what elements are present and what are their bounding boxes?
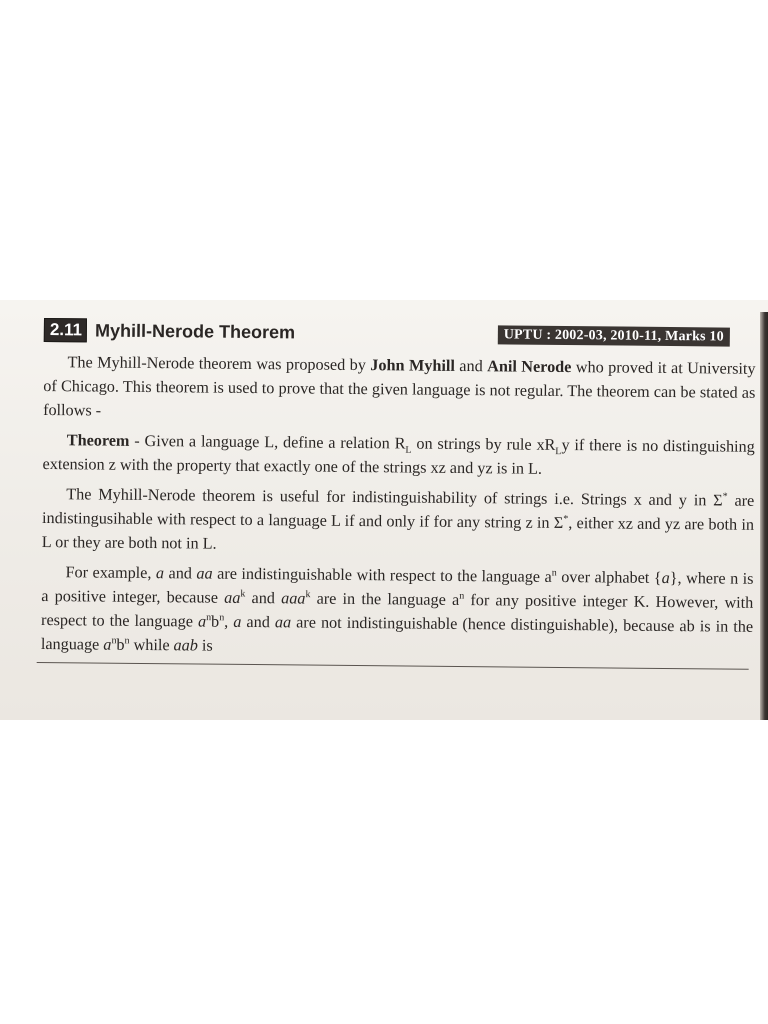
paragraph-theorem: Theorem - Given a language L, define a relation $R_L$ on strings by rule $xR_Ly$ if there is no distinguishing extension z with the property that exactly one of the strings xz and yz is in L.	[42, 431, 755, 478]
theorem-label: Theorem	[66, 431, 130, 450]
author-name-nerode: Anil Nerode	[487, 357, 572, 377]
section-title: Myhill-Nerode Theorem	[94, 319, 296, 342]
section-number: 2.11	[44, 318, 87, 342]
paragraph-intro: The Myhill-Nerode theorem was proposed by John Myhill and Anil Nerode who proved it at University of Chicago. This theorem is used to prove that the given language is not regular. The theorem can be stated as follows -	[43, 353, 756, 420]
paragraph-example: For example, a and aa are indistinguishable with respect to the language $a^n$ over alphabet {a}, where n is a positive integer, because $aa^k$ and aaa$^k$ are in the language $a^n$ for any positive integer K. However, with respect to the language $a^nb^n$, a and aa are not indistinguishable (hence distinguishable), because ab is in the language $a^nb^n$ while aab is	[40, 563, 754, 655]
exam-reference-badge: UPTU : 2002-03, 2010-11, Marks 10	[498, 325, 730, 346]
page-content	[41, 318, 756, 670]
page-edge-shadow	[760, 312, 768, 720]
paragraph-indistinguishability: The Myhill-Nerode theorem is useful for indistinguishability of strings i.e. Strings x and y in Σ* are indistingusihable with respect to a language L if and only if for any string z in Σ*, either xz and yz are both in L or they are both not in L.	[41, 485, 755, 553]
author-name-myhill: John Myhill	[370, 356, 455, 375]
